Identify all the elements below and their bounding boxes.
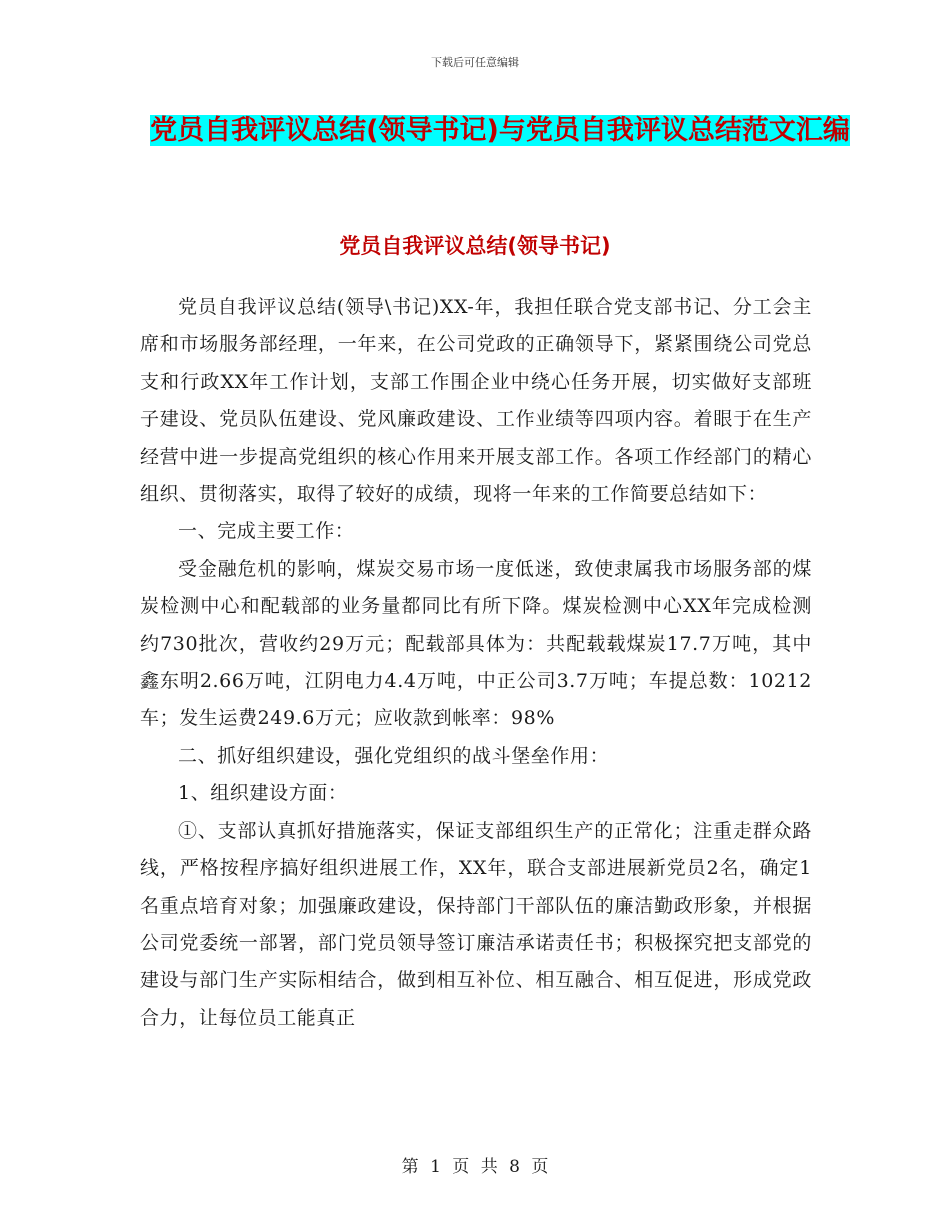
section-title: 党员自我评议总结(领导书记): [339, 234, 611, 258]
document-body: [140, 289, 812, 1037]
document-title: [150, 106, 850, 156]
paragraph: 一、完成主要工作：: [178, 520, 355, 543]
paragraph: 受金融危机的影响，煤炭交易市场一度低迷，致使隶属我市场服务部的煤炭检测中心和配载部的业务量都同比有所下降。煤炭检测中心XX年完成检测约730批次，营收约29万元；配载部具体为：共配载载煤炭17.7万吨，其中鑫东明2.66万吨，江阴电力4.4万吨，中正公司3.7万吨；车提总数：10212车；发生运费249.6万元；应收款到帐率：98%: [140, 557, 812, 730]
page-footer: 第 1 页 共 8 页: [401, 1157, 549, 1177]
paragraph: 二、抓好组织建设，强化党组织的战斗堡垒作用：: [178, 744, 610, 767]
paragraph: 党员自我评议总结(领导\书记)XX-年，我担任联合党支部书记、分工会主席和市场服务部经理，一年来，在公司党政的正确领导下，紧紧围绕公司党总支和行政XX年工作计划，支部工作围企业中绕心任务开展，切实做好支部班子建设、党员队伍建设、党风廉政建设、工作业绩等四项内容。着眼于在生产经营中进一步提高党组织的核心作用来开展支部工作。各项工作经部门的精心组织、贯彻落实，取得了较好的成绩，现将一年来的工作简要总结如下：: [140, 296, 812, 506]
page-header-note: 下载后可任意编辑: [431, 56, 519, 69]
paragraph: 1、组织建设方面：: [178, 782, 348, 805]
paragraph: ①、支部认真抓好措施落实，保证支部组织生产的正常化；注重走群众路线，严格按程序搞好组织进展工作，XX年，联合支部进展新党员2名，确定1名重点培育对象；加强廉政建设，保持部门干部队伍的廉洁勤政形象，并根据公司党委统一部署，部门党员领导签订廉洁承诺责任书；积极探究把支部党的建设与部门生产实际相结合，做到相互补位、相互融合、相互促进，形成党政合力，让每位员工能真正: [140, 819, 812, 1029]
document-title-text: 党员自我评议总结(领导书记)与党员自我评议总结范文汇编: [150, 115, 850, 146]
